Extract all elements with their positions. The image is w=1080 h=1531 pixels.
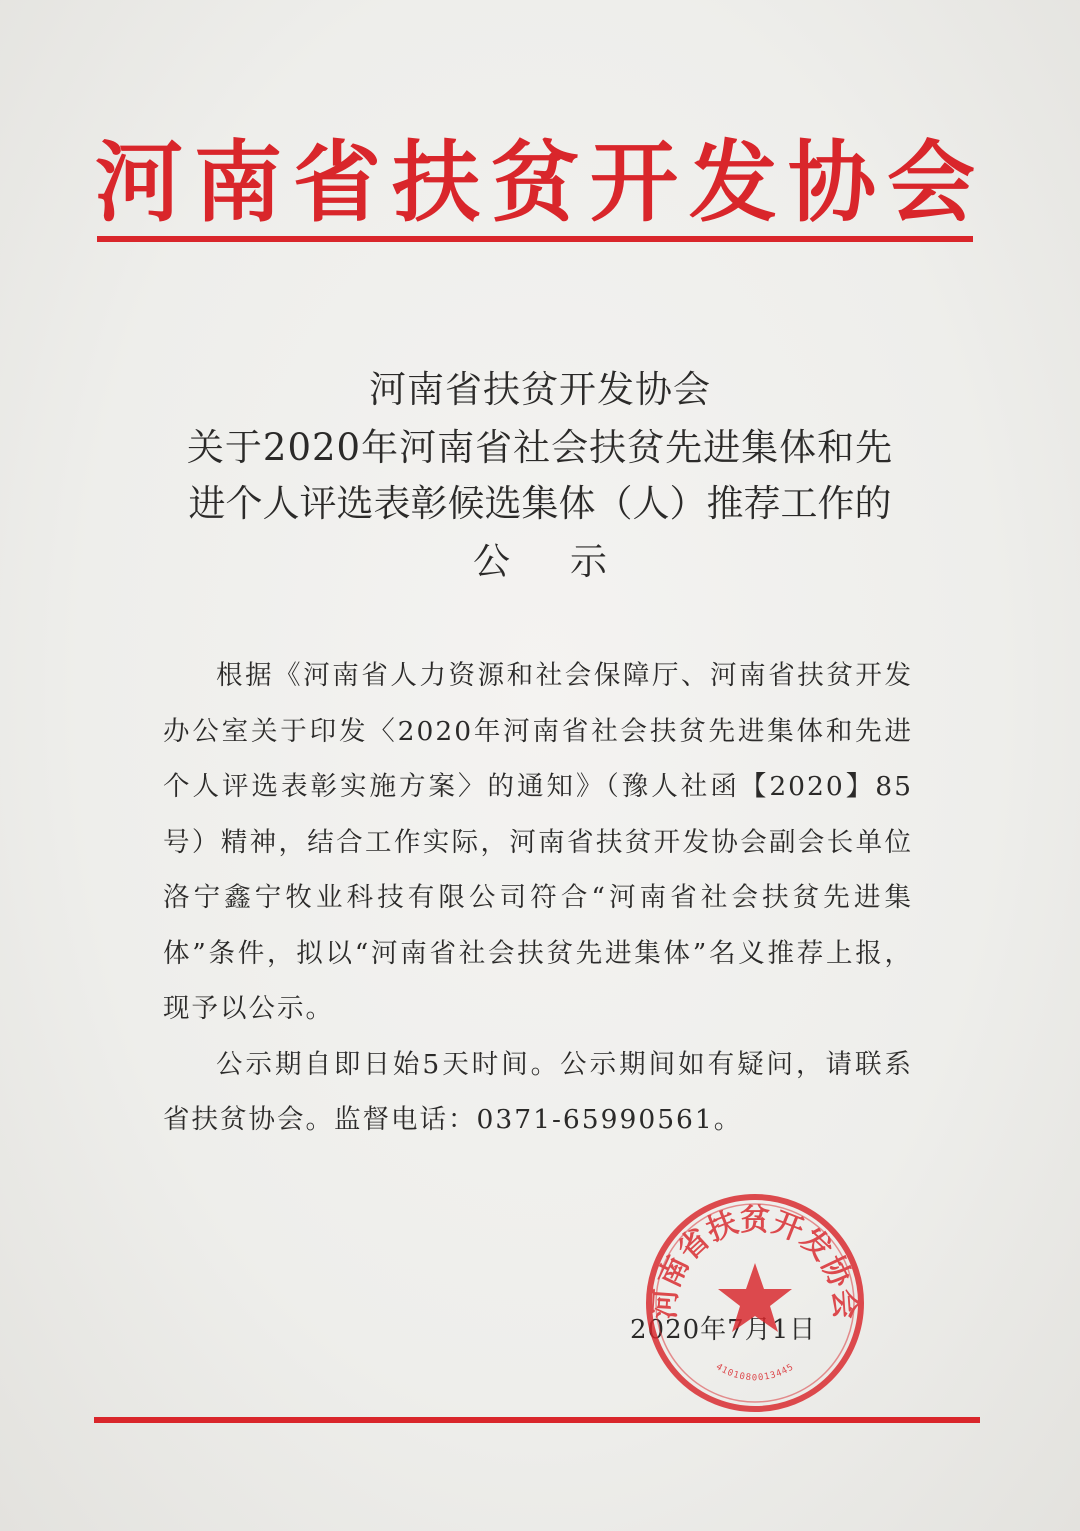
document-date: 2020年7月1日	[630, 1315, 817, 1345]
body-paragraph-1: 根据《河南省人力资源和社会保障厅、河南省扶贫开发办公室关于印发〈2020年河南省社会扶贫先进集体和先进个人评选表彰实施方案〉的通知》（豫人社函【2020】85号）精神，结合工作实际，河南省扶贫开发协会副会长单位洛宁鑫宁牧业科技有限公司符合“河南省社会扶贫先进集体”条件，拟以“河南省社会扶贫先进集体”名义推荐上报，现予以公示。	[163, 660, 913, 1024]
masthead-char: 贫	[491, 131, 580, 234]
masthead-char: 扶	[392, 131, 481, 234]
seal-star-icon	[718, 1263, 792, 1332]
masthead-char: 会	[887, 131, 976, 234]
seal-number: 4101080013445	[713, 1362, 797, 1384]
masthead-char: 发	[689, 131, 778, 234]
seal-text: 河南省扶贫开发协会	[647, 1203, 863, 1321]
title-line-2: 关于2020年河南省社会扶贫先进集体和先	[186, 426, 894, 469]
masthead-char: 省	[293, 131, 382, 234]
body-paragraph-2: 公示期自即日始5天时间。公示期间如有疑问，请联系省扶贫协会。监督电话：0371-65990561。	[163, 1048, 913, 1135]
header-red-rule	[97, 236, 973, 242]
title-line-3: 进个人评选表彰候选集体（人）推荐工作的	[188, 482, 892, 525]
official-seal-icon	[640, 1188, 870, 1418]
masthead-char: 南	[194, 131, 283, 234]
title-line-1: 河南省扶贫开发协会	[369, 368, 711, 411]
masthead	[95, 128, 975, 238]
masthead-char: 河	[95, 131, 184, 234]
masthead-char: 协	[788, 131, 877, 234]
document-body	[163, 648, 913, 1148]
title-line-4: 公示	[473, 540, 667, 583]
svg-text:4101080013445	[714, 1362, 796, 1383]
masthead-char: 开	[590, 131, 679, 234]
